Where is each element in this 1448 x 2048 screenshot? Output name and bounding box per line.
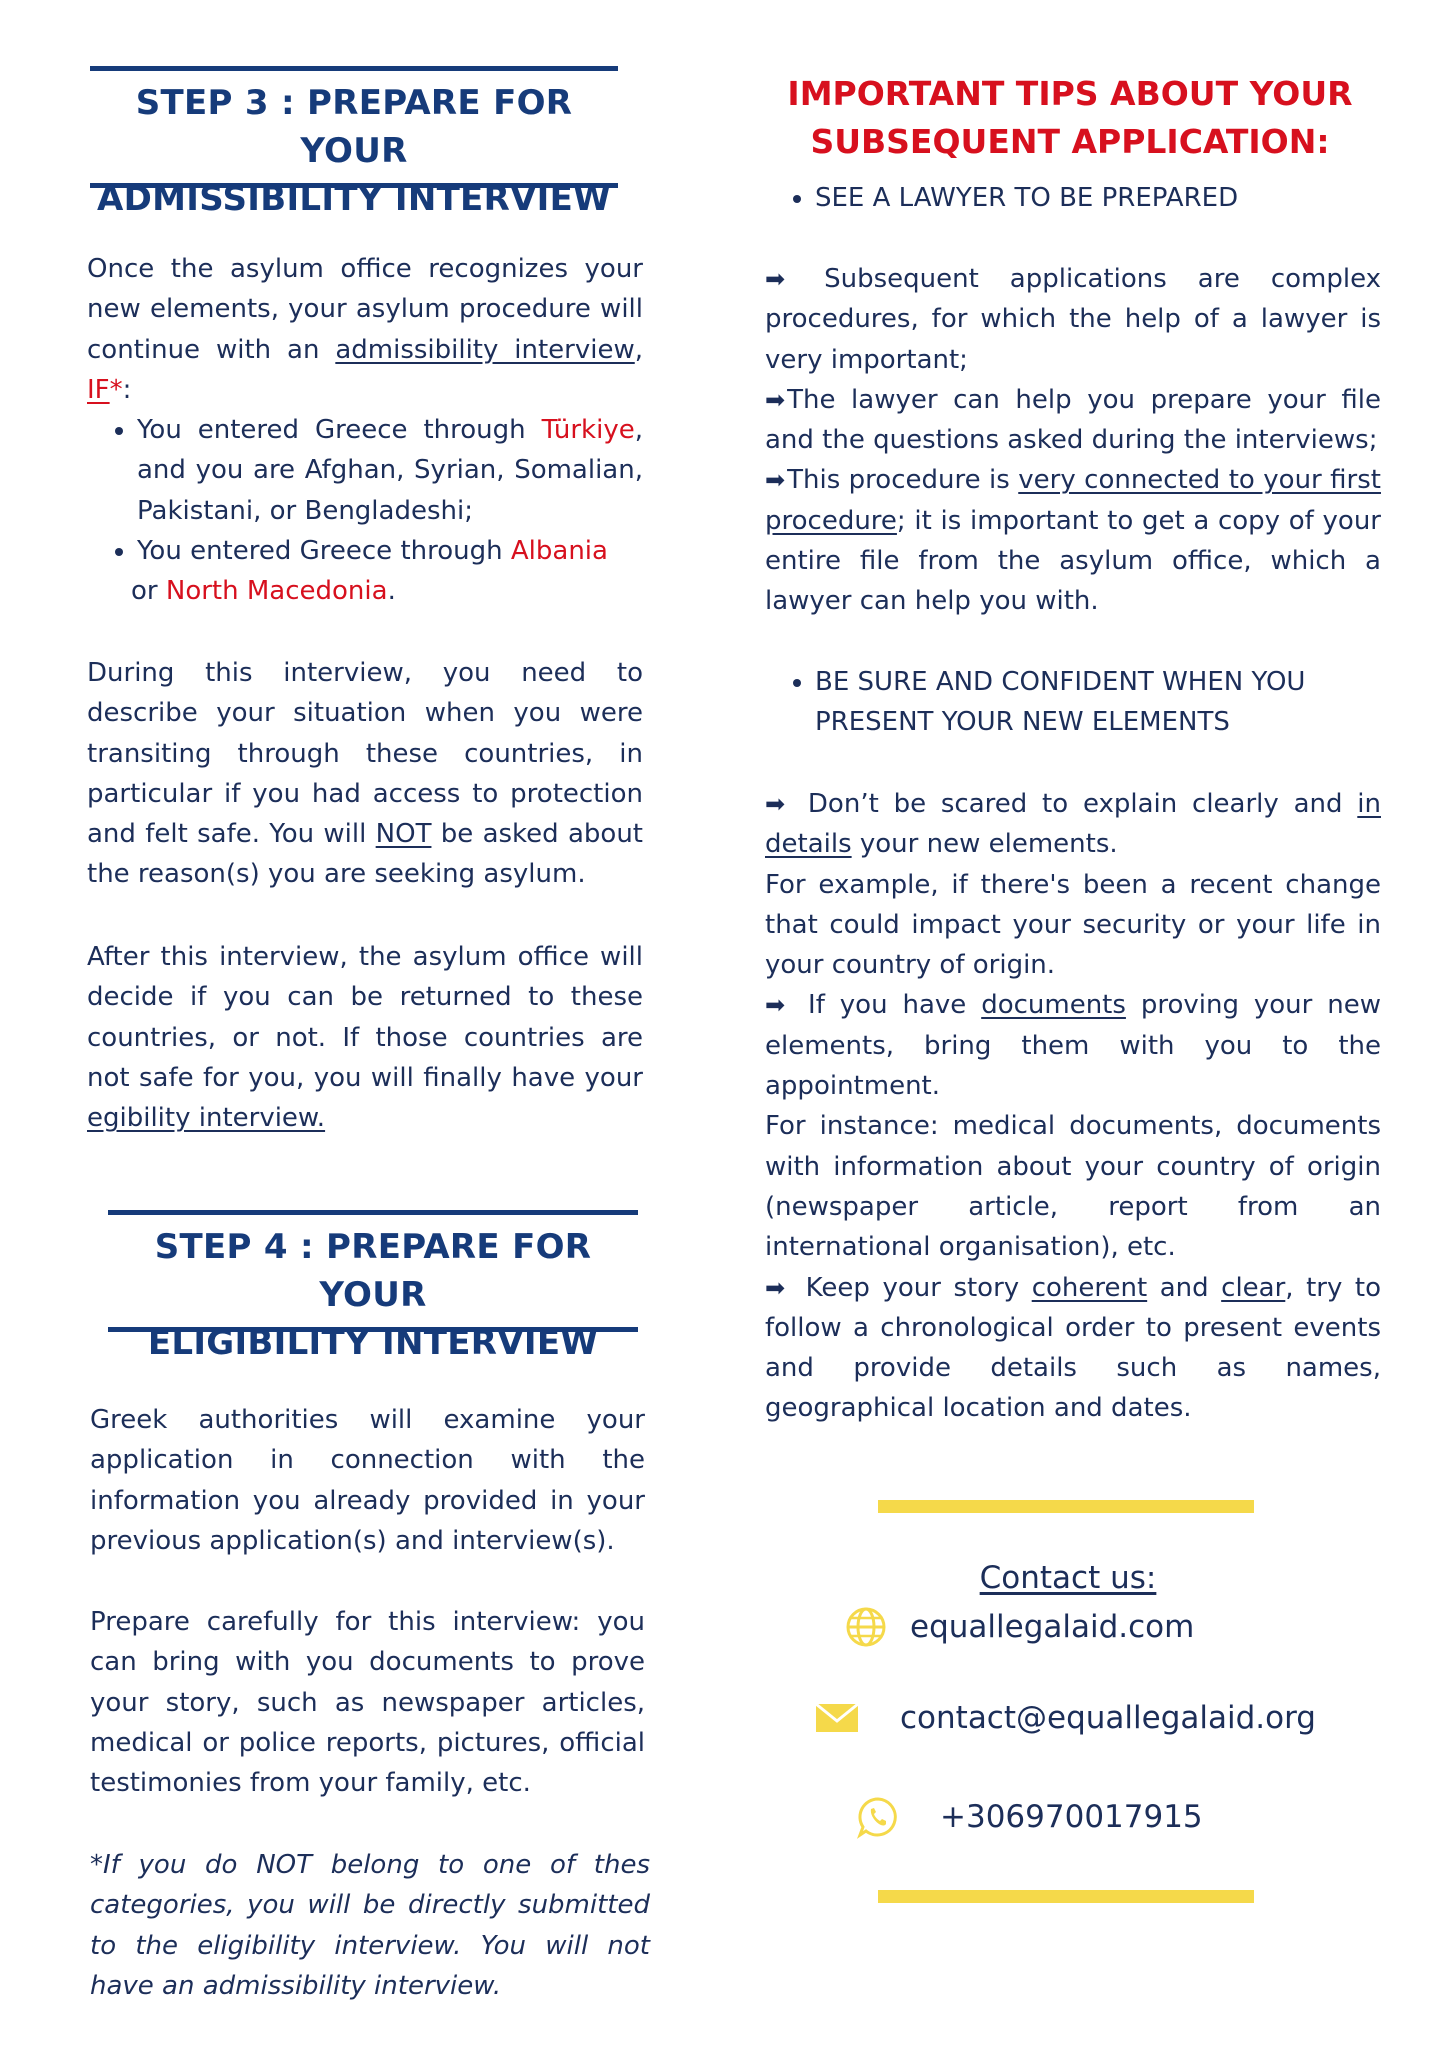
step3-intro-text: Once the asylum office recognizes your new elements, your asylum procedure will continue with an: [87, 254, 643, 365]
admissibility-interview-link[interactable]: admissibility interview: [335, 334, 635, 365]
footnote-text: *If you do NOT belong to one of thes categories, you will be directly submitted to the eligibility interview. You will not have an admissibility interview.: [90, 1850, 650, 2001]
step3-para2-rest: be asked about the reason(s) you are seeking asylum.: [87, 819, 643, 890]
tips-title-line1: IMPORTANT TIPS ABOUT YOUR: [787, 74, 1353, 113]
envelope-icon: [816, 1702, 858, 1734]
step3-header: [90, 66, 618, 219]
tip-6-and: and: [1147, 1272, 1222, 1303]
step3-intro-comma: ,: [634, 334, 644, 365]
divider-top: [878, 1500, 1254, 1513]
arrow-right-icon: ➡: [765, 385, 786, 414]
tip-4-text: Don’t be scared to explain clearly and: [807, 789, 1358, 819]
globe-icon: [844, 1605, 888, 1649]
step3-intro: [87, 249, 643, 612]
arrow-right-icon: ➡: [765, 790, 786, 818]
tips-title: [760, 70, 1380, 166]
tip-1-text: Subsequent applications are complex procedures, for which the help of a lawyer is very important;: [765, 264, 1382, 375]
tip-4-rest: your new elements.: [851, 829, 1118, 860]
phone-link[interactable]: +306970017915: [940, 1799, 1203, 1835]
step4-paragraph-1: [90, 1400, 645, 1561]
tips-title-line2: SUBSEQUENT APPLICATION:: [810, 122, 1330, 161]
arrow-right-icon: ➡: [765, 265, 786, 293]
documents-link: documents: [981, 990, 1126, 1021]
bullet2-end: .: [387, 576, 396, 607]
bullet2-text: You entered Greece through: [137, 536, 511, 567]
contact-website-row[interactable]: [844, 1605, 1194, 1649]
contact-email-row[interactable]: [816, 1700, 1316, 1736]
arrow-right-icon: ➡: [765, 466, 786, 495]
whatsapp-icon: [856, 1795, 900, 1839]
first-procedure-link: very connected to your first procedure: [765, 465, 1381, 536]
eligibility-interview-link[interactable]: egibility interview.: [87, 1103, 326, 1134]
tip-heading-2: [767, 662, 1367, 743]
tip-heading-1: [767, 178, 1387, 218]
list-item: [131, 531, 643, 612]
clear-link: clear: [1221, 1272, 1286, 1303]
tip-4-example: For example, if there's been a recent change that could impact your security or your life in your country of origin.: [765, 869, 1381, 981]
step3-paragraph-3: [87, 937, 643, 1138]
arrow-right-icon: ➡: [765, 991, 786, 1020]
email-link[interactable]: contact@equallegalaid.org: [900, 1700, 1316, 1736]
tip-6-rest: , try to follow a chronological order to present events and provide details such as names, geographical location and dates.: [765, 1272, 1382, 1424]
country-albania: Albania: [510, 536, 608, 567]
step3-para2-text: During this interview, you need to describe your situation when you were transiting through these countries, in particular if you had access to protection and felt safe. You will: [87, 658, 643, 850]
tips-block-1: [765, 259, 1381, 622]
step4-header: [108, 1210, 638, 1363]
step3-conditions-list: [87, 410, 643, 611]
footnote: [90, 1845, 650, 2006]
tip-5-rest: proving your new elements, bring them with you to the appointment.: [765, 990, 1382, 1102]
bullet1-rest: , and you are Afghan, Syrian, Somalian, Pakistani, or Bengladeshi;: [137, 415, 643, 526]
step3-intro-colon: :: [122, 374, 132, 405]
tips-block-2: [765, 784, 1381, 1429]
step3-title-line1: STEP 3 : PREPARE FOR YOUR: [135, 83, 573, 171]
step4-title-line2: ELIGIBILITY INTERVIEW: [147, 1323, 599, 1363]
tip-5-example: For instance: medical documents, documents with information about your country of origin (newspaper article, report from an international organisation), etc.: [765, 1111, 1381, 1263]
country-turkiye: Türkiye: [541, 415, 635, 446]
if-marker: IF: [87, 374, 110, 405]
tip-6-text: Keep your story: [805, 1272, 1032, 1303]
coherent-link: coherent: [1031, 1272, 1148, 1303]
contact-label: Contact us:: [979, 1560, 1157, 1596]
list-item: [137, 410, 643, 531]
asterisk-marker: *: [109, 374, 123, 405]
tip-3-rest: ; it is important to get a copy of your entire file from the asylum office, which a lawyer can help you with.: [765, 505, 1381, 617]
tip-5-text: If you have: [808, 990, 982, 1021]
bullet2-or: or: [131, 576, 166, 607]
step3-paragraph-2: [87, 653, 643, 895]
step4-para2-text: Prepare carefully for this interview: you can bring with you documents to prove your story, such as newspaper articles, medical or police reports, pictures, official testimonies from your family, etc.: [90, 1607, 645, 1799]
bullet1-text: You entered Greece through: [137, 415, 542, 446]
tip-2-text: The lawyer can help you prepare your file and the questions asked during the interviews;: [765, 384, 1381, 456]
step3-para3-text: After this interview, the asylum office will decide if you can be returned to these countries, or not. If those countries are not safe for you, you will finally have your: [87, 942, 643, 1093]
in-details-link: in details: [765, 789, 1381, 860]
not-emphasis: NOT: [375, 819, 432, 850]
tip-heading-2-text: • BE SURE AND CONFIDENT WHEN YOU PRESENT YOUR NEW ELEMENTS: [815, 662, 1367, 743]
arrow-right-icon: ➡: [765, 1273, 786, 1302]
step4-para1-text: Greek authorities will examine your application in connection with the information you already provided in your previous application(s) and interview(s).: [90, 1405, 645, 1556]
tip-3-text: This procedure is: [787, 465, 1019, 496]
country-north-macedonia: North Macedonia: [165, 576, 388, 607]
tip-heading-1-text: • SEE A LAWYER TO BE PREPARED: [815, 178, 1387, 218]
website-link[interactable]: equallegalaid.com: [910, 1609, 1195, 1645]
step3-title-line2: ADMISSIBILITY INTERVIEW: [97, 179, 611, 219]
step4-paragraph-2: [90, 1602, 645, 1803]
step4-title-line1: STEP 4 : PREPARE FOR YOUR: [154, 1227, 592, 1315]
divider-bottom: [878, 1890, 1254, 1903]
contact-phone-row[interactable]: [856, 1795, 1203, 1839]
